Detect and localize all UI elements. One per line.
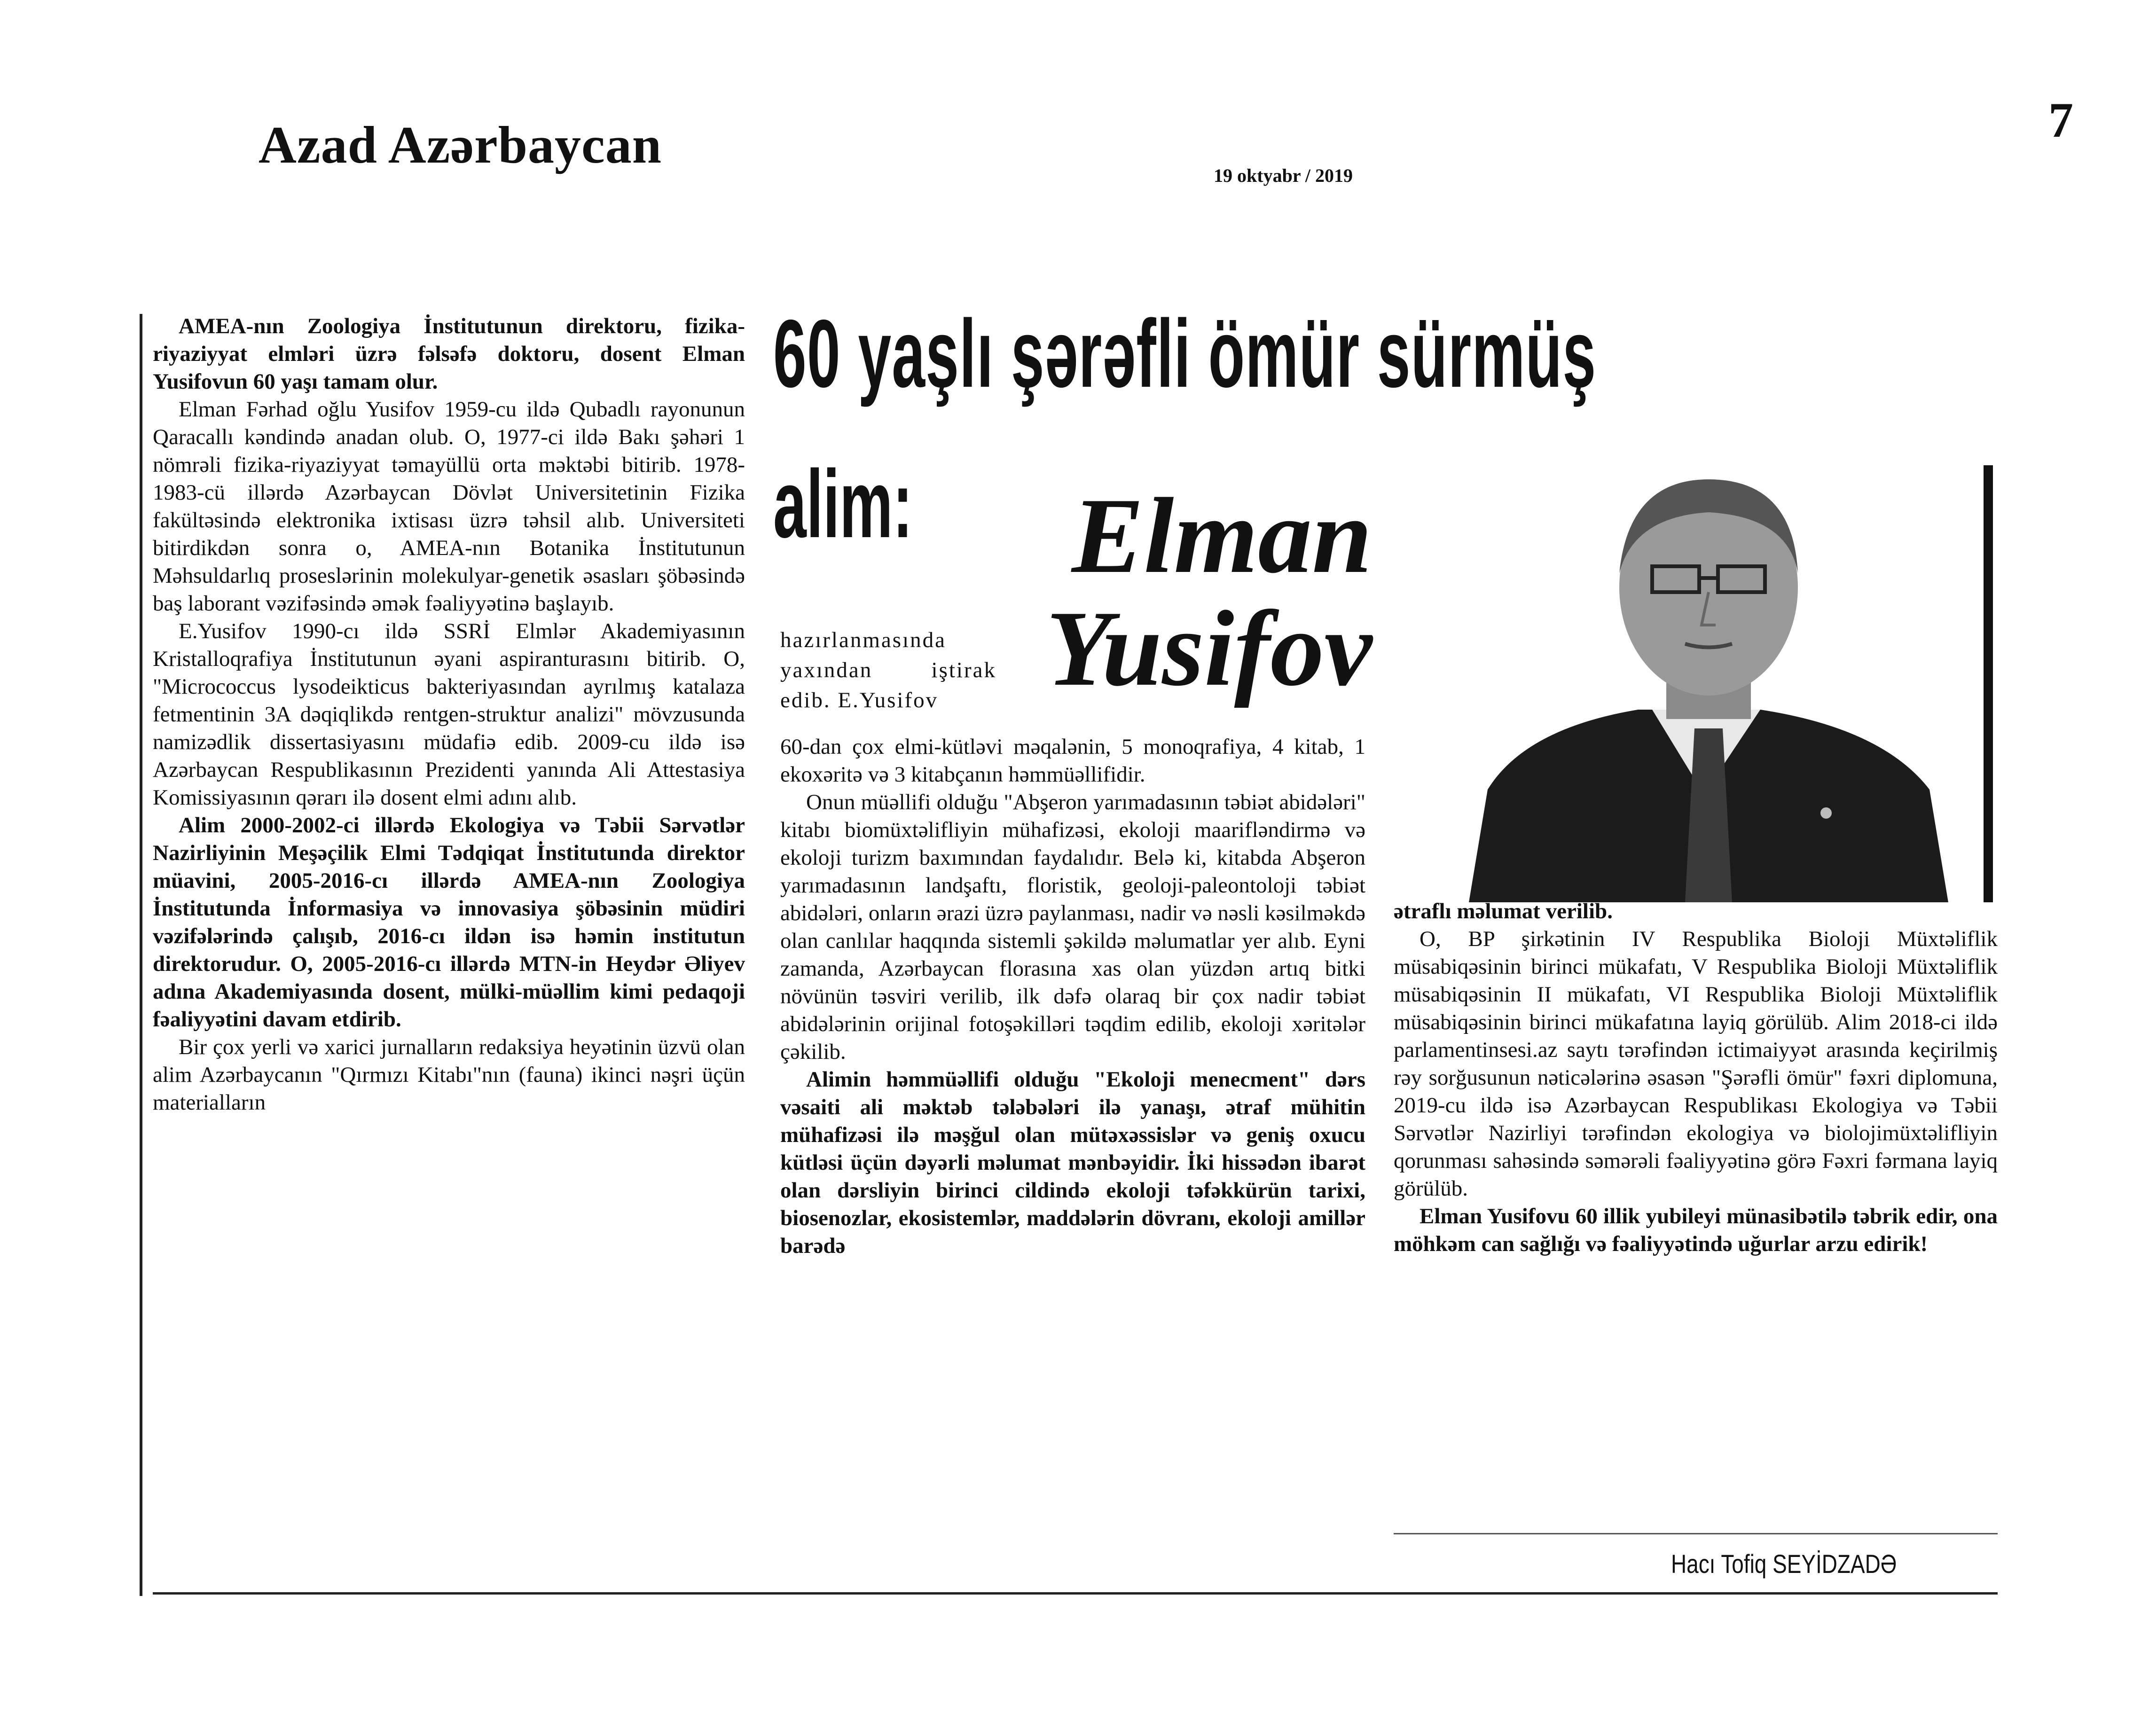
paragraph: Bir çox yerli və xarici jurnalların redaksiya heyətinin üzvü olan alim Azərbaycanın "Qırmızı Kitabı"nın (fauna) ikinci nəşri üçün materialların (153, 1035, 745, 1115)
paragraph: Alimin həmmüəllifi olduğu "Ekoloji menecment" dərs vəsaiti ali məktəb tələbələri ilə yanaşı, ətraf mühitin mühafizəsi ilə məşğul olan mütəxəssislər və geniş oxucu kütləsi üçün dəyərli məlumat mənbəyidir. İki hissədən ibarət olan dərsliyin birinci cildində ekoloji təfəkkürün tarixi, biosenozlar, ekosistemlər, maddələrin dövranı, ekoloji amillər barədə (780, 1067, 1365, 1258)
author-signature: Hacı Tofiq SEYİDZADƏ (1671, 1549, 1897, 1579)
article-column-3 (1394, 898, 1998, 1258)
bottom-rule (153, 1592, 1998, 1595)
paragraph: 60-dan çox elmi-kütləvi məqalənin, 5 monoqrafiya, 4 kitab, 1 ekoxəritə və 3 kitabçanın həmmüəllifidir. (780, 735, 1365, 787)
article-column-1 (153, 313, 745, 1117)
paragraph: Alim 2000-2002-ci illərdə Ekologiya və Təbii Sərvətlər Nazirliyinin Meşəçilik Elmi Tədqiqat İnstitutunda direktor müavini, 2005-2016-cı illərdə AMEA-nın Zoologiya İnstitutunda İnformasiya və innovasiya şöbəsinin müdiri vəzifələrində çalışıb, 2016-cı ildən isə həmin institutun direktorudur. O, 2005-2016-cı illərdə MTN-in Heydər Əliyev adına Akademiyasında dosent, mülki-müəllim kimi pedaqoji fəaliyyətini davam etdirib. (153, 813, 745, 1032)
portrait-photo (1431, 465, 1993, 902)
headline-line-1: 60 yaşlı şərəfli ömür sürmüş (773, 300, 1597, 407)
page-number: 7 (2048, 93, 2073, 148)
signature-rule (1394, 1533, 1998, 1534)
issue-date: 19 oktyabr / 2019 (1214, 165, 1353, 186)
headline-name-first: Elman (1072, 476, 1373, 595)
headline-name-last: Yusifov (1046, 588, 1373, 708)
paragraph: Onun müəllifi olduğu "Abşeron yarımadasının təbiət abidələri" kitabı biomüxtəlifliyin mühafizəsi, ekoloji maarifləndirmə və ekoloji turizm baxımından faydalıdır. Belə ki, kitabda Abşeron yarımadasının landşaftı, floristik, geoloji-paleontoloji təbiət abidələri, onların ərazi üzrə paylanması, nadir və nəsli kəsilməkdə olan canlılar haqqında sistemli şəkildə məlumatlar yer alıb. Eyni zamanda, Azərbaycan florasına xas olan yüzdən artıq bitki növünün təsviri verilib, ilk dəfə olaraq bir çox nadir təbiət abidələrinin orijinal fotoşəkilləri təqdim edilib, ekoloji xəritələr çəkilib. (780, 790, 1365, 1064)
closing-paragraph: Elman Yusifovu 60 illik yubileyi münasibətilə təbrik edir, ona möhkəm can sağlığı və fəaliyyətində uğurlar arzu edirik! (1394, 1204, 1998, 1256)
paragraph: O, BP şirkətinin IV Respublika Bioloji Müxtəliflik müsabiqəsinin birinci mükafatı, V Respublika Bioloji Müxtəliflik müsabiqəsinin II mükafatı, VI Respublika Bioloji Müxtəliflik müsabiqəsinin birinci mükafatına layiq görülüb. Alim 2018-ci ildə parlamentinsesi.az saytı tərəfindən ictimaiyyət arasında keçirilmiş rəy sorğusunun nəticələrinə əsasən "Şərəfli ömür" fəxri diplomuna, 2019-cu ildə isə Azərbaycan Respublikası Ekologiya və Təbii Sərvətlər Nazirliyi tərəfindən ekologiya və biolojimüxtəlifliyin qorunması sahəsində səmərəli fəaliyyətinə görə Fəxri fərmana layiq görülüb. (1394, 927, 1998, 1201)
left-column-rule (140, 314, 142, 1596)
lead-paragraph: AMEA-nın Zoologiya İnstitutunun direktoru, fizika-riyaziyyat elmləri üzrə fəlsəfə doktoru, dosent Elman Yusifovun 60 yaşı tamam olur. (153, 314, 745, 394)
article-column-2-top (780, 625, 996, 715)
paragraph: E.Yusifov 1990-cı ildə SSRİ Elmlər Akademiyasının Kristalloqrafiya İnstitutunun əyani aspiranturasını bitirib. O, "Micrococcus lysodeikticus bakteriyasından ayrılmış katalaza fetmentinin 3A dəqiqlikdə rentgen-struktur analizi" mövzusunda namizədlik dissertasiyasını müdafiə edib. 2009-cu ildə isə Azərbaycan Respublikasının Prezidenti yanında Ali Attestasiya Komissiyasının qərarı ilə dosent elmi adını alıb. (153, 619, 745, 810)
headline-line-2-prefix: alim: (773, 450, 913, 558)
paragraph: ətraflı məlumat verilib. (1394, 899, 1613, 923)
newspaper-masthead: Azad Azərbaycan (259, 116, 662, 174)
article-column-2 (780, 733, 1365, 1260)
paragraph: hazırlanmasında yaxından iştirak edib. E.Yusifov (780, 628, 996, 712)
paragraph: Elman Fərhad oğlu Yusifov 1959-cu ildə Qubadlı rayonunun Qaracallı kəndində anadan olub. O, 1977-ci ildə Bakı şəhəri 1 nömrəli fizika-riyaziyyat təmayüllü orta məktəbi bitirib. 1978-1983-cü illərdə Azərbaycan Dövlət Universitetinin Fizika fakültəsində elektronika ixtisası üzrə təhsil alıb. Universiteti bitirdikdən sonra o, AMEA-nın Botanika İnstitutunun Məhsuldarlıq proseslərinin molekulyar-genetik əsasları şöbəsində baş laborant vəzifəsində əmək fəaliyyətinə başlayıb. (153, 397, 745, 616)
